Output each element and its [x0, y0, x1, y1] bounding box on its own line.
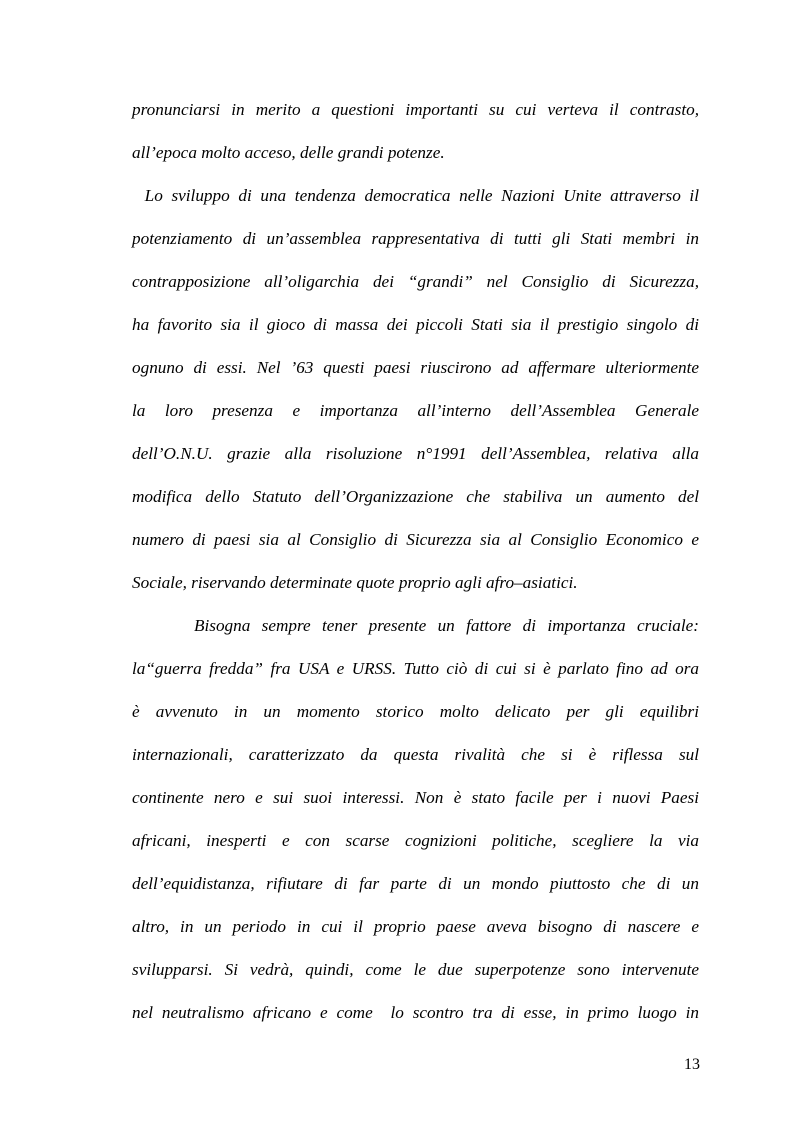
text-line: la“guerra fredda” fra USA e URSS. Tutto ciò di cui si è parlato fino ad ora	[132, 659, 699, 678]
text-line: Sociale, riservando determinate quote proprio agli afro–asiatici.	[132, 573, 578, 592]
text-line: la loro presenza e importanza all’interno dell’Assemblea Generale	[132, 401, 699, 420]
text-line: nel neutralismo africano e come lo scontro tra di esse, in primo luogo in	[132, 1003, 699, 1022]
text-line: contrapposizione all’oligarchia dei “grandi” nel Consiglio di Sicurezza,	[132, 272, 699, 291]
text-line: dell’equidistanza, rifiutare di far parte di un mondo piuttosto che di un	[132, 874, 699, 893]
text-line: altro, in un periodo in cui il proprio paese aveva bisogno di nascere e	[132, 917, 699, 936]
text-line: africani, inesperti e con scarse cognizioni politiche, scegliere la via	[132, 831, 699, 850]
text-line: Bisogna sempre tener presente un fattore di importanza cruciale:	[194, 616, 699, 635]
text-line: numero di paesi sia al Consiglio di Sicurezza sia al Consiglio Economico e	[132, 530, 699, 549]
text-line: Lo sviluppo di una tendenza democratica nelle Nazioni Unite attraverso il	[136, 186, 699, 205]
text-line: svilupparsi. Si vedrà, quindi, come le due superpotenze sono intervenute	[132, 960, 699, 979]
text-line: all’epoca molto acceso, delle grandi potenze.	[132, 143, 445, 162]
text-line: è avvenuto in un momento storico molto delicato per gli equilibri	[132, 702, 699, 721]
text-line: pronunciarsi in merito a questioni importanti su cui verteva il contrasto,	[132, 100, 699, 119]
text-line: modifica dello Statuto dell’Organizzazione che stabiliva un aumento del	[132, 487, 699, 506]
body-text	[132, 94, 699, 1040]
text-line: continente nero e sui suoi interessi. Non è stato facile per i nuovi Paesi	[132, 788, 699, 807]
text-line: ognuno di essi. Nel ’63 questi paesi riuscirono ad affermare ulteriormente	[132, 358, 699, 377]
page-number: 13	[684, 1056, 700, 1073]
text-line: potenziamento di un’assemblea rappresentativa di tutti gli Stati membri in	[132, 229, 699, 248]
text-line: ha favorito sia il gioco di massa dei piccoli Stati sia il prestigio singolo di	[132, 315, 699, 334]
text-line: dell’O.N.U. grazie alla risoluzione n°1991 dell’Assemblea, relativa alla	[132, 444, 699, 463]
text-line: internazionali, caratterizzato da questa rivalità che si è riflessa sul	[132, 745, 699, 764]
